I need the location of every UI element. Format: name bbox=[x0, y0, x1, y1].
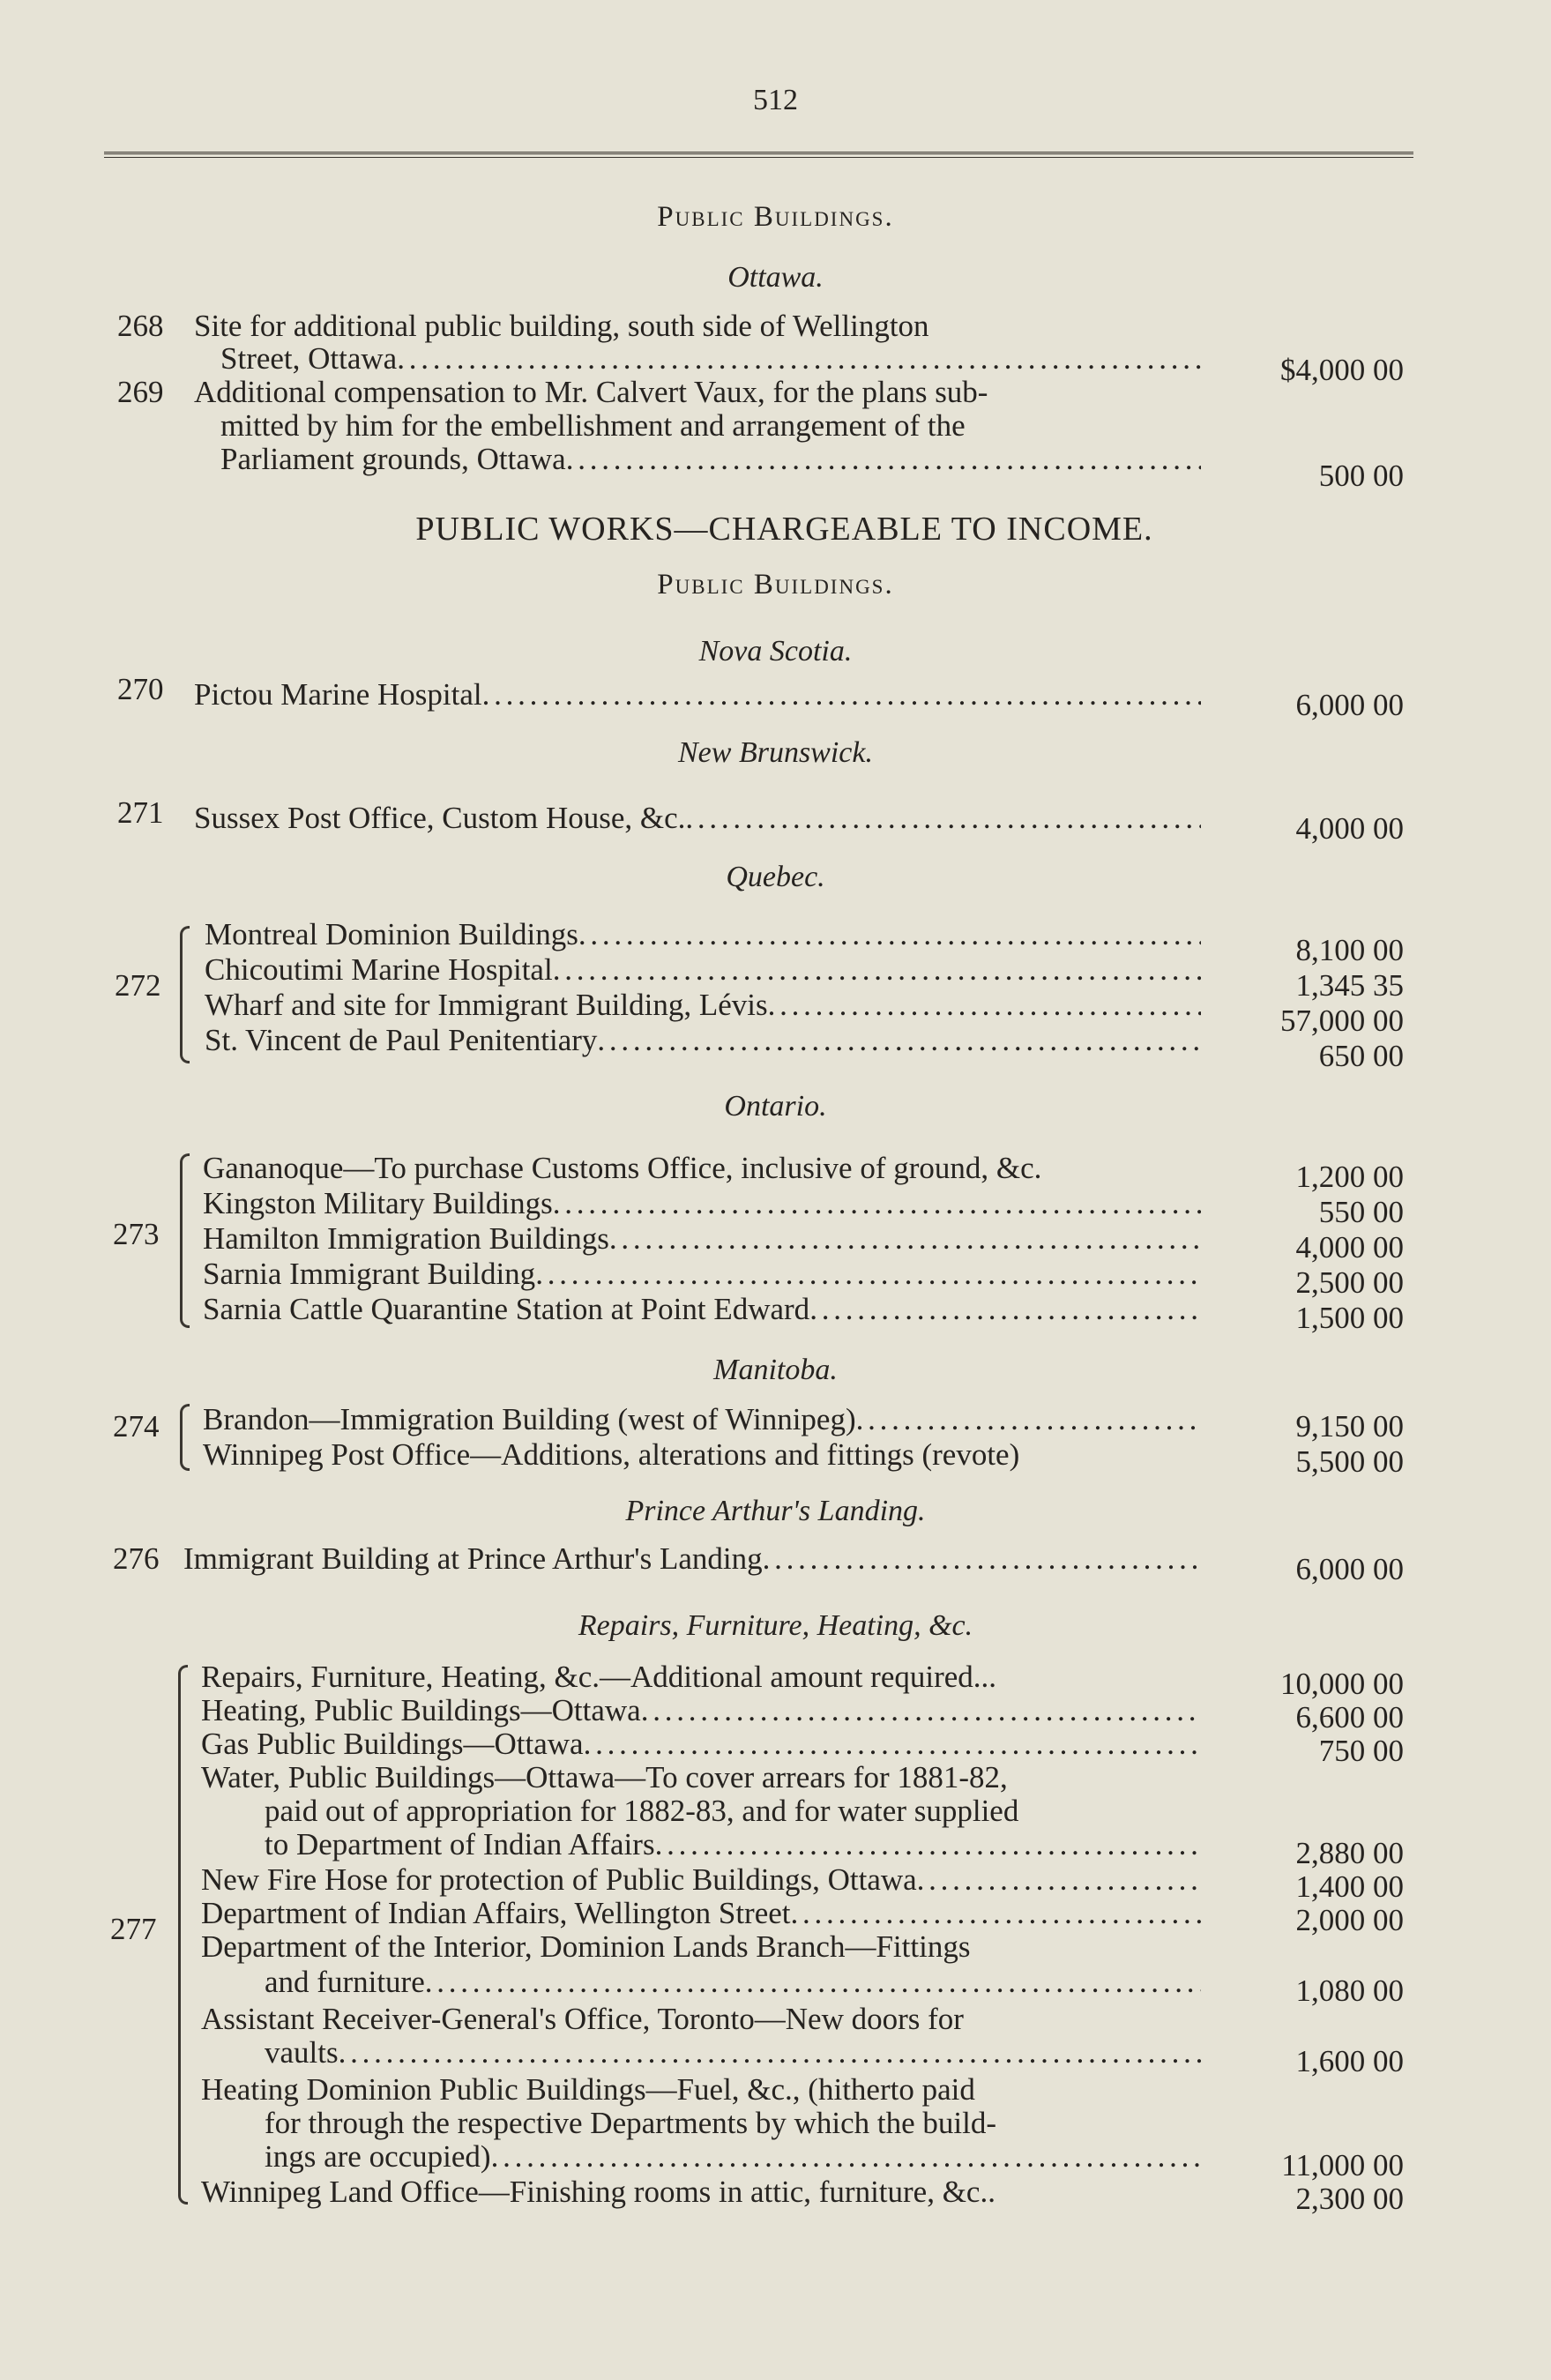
item-amount: 6,000 00 bbox=[1295, 1552, 1404, 1586]
bracket bbox=[180, 1404, 190, 1471]
item-amount: 4,000 00 bbox=[1295, 811, 1404, 846]
region-heading-ontario: Ontario. bbox=[724, 1090, 827, 1123]
item-amount: 1,080 00 bbox=[1295, 1973, 1404, 2008]
item-text-dotted: Street, Ottawa . . . bbox=[220, 341, 1201, 377]
bracket bbox=[180, 926, 190, 1063]
item-text: paid out of appropriation for 1882-83, and for water supplied bbox=[265, 1794, 1019, 1828]
item-text: mitted by him for the embellishment and arrangement of the bbox=[220, 408, 966, 443]
item-text-dotted: Chicoutimi Marine Hospital . . . bbox=[205, 952, 1201, 988]
item-amount: 500 00 bbox=[1318, 459, 1404, 493]
item-text: for through the respective Departments by which the build- bbox=[265, 2106, 997, 2140]
item-text-dotted: Brandon—Immigration Building (west of Winnipeg) . . . bbox=[203, 1402, 1201, 1437]
item-number: 274 bbox=[113, 1409, 160, 1444]
bracket bbox=[180, 1153, 190, 1328]
item-text: Gananoque—To purchase Customs Office, inclusive of ground, &c. bbox=[203, 1151, 1042, 1185]
region-heading-quebec: Quebec. bbox=[726, 861, 825, 893]
item-text-dotted: St. Vincent de Paul Penitentiary . . . bbox=[205, 1023, 1201, 1058]
item-text: Site for additional public building, south side of Wellington bbox=[194, 309, 929, 343]
subheading-public-buildings: Public Buildings. bbox=[657, 569, 894, 601]
item-text-dotted: to Department of Indian Affairs . . . bbox=[265, 1827, 1201, 1862]
item-text: Winnipeg Post Office—Additions, alterations and fittings (revote) bbox=[203, 1437, 1020, 1472]
item-amount: 550 00 bbox=[1318, 1195, 1404, 1229]
item-amount: 2,880 00 bbox=[1295, 1836, 1404, 1870]
item-text-dotted: Sarnia Cattle Quarantine Station at Point Edward . . . bbox=[203, 1292, 1201, 1327]
item-amount: 1,200 00 bbox=[1295, 1160, 1404, 1194]
item-text-dotted: Immigrant Building at Prince Arthur's Landing . . . bbox=[183, 1541, 1201, 1577]
item-amount: 2,300 00 bbox=[1295, 2182, 1404, 2216]
item-text-dotted: Parliament grounds, Ottawa . . . bbox=[220, 442, 1201, 477]
item-text-dotted: Department of Indian Affairs, Wellington Street . . . bbox=[201, 1896, 1201, 1931]
item-amount: 57,000 00 bbox=[1280, 1003, 1404, 1038]
item-text-dotted: Kingston Military Buildings . . . bbox=[203, 1186, 1201, 1221]
item-number: 277 bbox=[110, 1912, 157, 1946]
item-text: Repairs, Furniture, Heating, &c.—Additional amount required... bbox=[201, 1660, 997, 1694]
item-amount: 1,345 35 bbox=[1295, 968, 1404, 1003]
region-heading-nova-scotia: Nova Scotia. bbox=[698, 635, 853, 668]
item-amount: 8,100 00 bbox=[1295, 933, 1404, 967]
item-text-dotted: Montreal Dominion Buildings . . . bbox=[205, 917, 1201, 952]
item-amount: $4,000 00 bbox=[1280, 353, 1404, 387]
item-text-dotted: Sussex Post Office, Custom House, &c. . . . bbox=[194, 801, 1201, 836]
item-text-dotted: Pictou Marine Hospital . . . bbox=[194, 677, 1201, 713]
item-amount: 6,000 00 bbox=[1295, 688, 1404, 722]
item-amount: 1,400 00 bbox=[1295, 1869, 1404, 1904]
region-heading-new-brunswick: New Brunswick. bbox=[678, 736, 873, 769]
item-text: Water, Public Buildings—Ottawa—To cover arrears for 1881-82, bbox=[201, 1760, 1008, 1794]
item-number: 269 bbox=[117, 375, 164, 409]
item-number: 270 bbox=[117, 672, 164, 706]
item-amount: 6,600 00 bbox=[1295, 1700, 1404, 1735]
item-text-dotted: Wharf and site for Immigrant Building, Lévis . . . bbox=[205, 988, 1201, 1023]
item-number: 276 bbox=[113, 1541, 160, 1576]
item-amount: 650 00 bbox=[1318, 1039, 1404, 1073]
item-text: Winnipeg Land Office—Finishing rooms in attic, furniture, &c.. bbox=[201, 2175, 995, 2209]
item-amount: 11,000 00 bbox=[1281, 2148, 1404, 2182]
region-heading-prince-arthurs-landing: Prince Arthur's Landing. bbox=[625, 1495, 926, 1527]
item-text-dotted: vaults . . . bbox=[265, 2035, 1201, 2070]
item-text: Heating Dominion Public Buildings—Fuel, &c., (hitherto paid bbox=[201, 2072, 975, 2107]
item-text-dotted: and furniture . . . bbox=[265, 1965, 1201, 2000]
item-number: 273 bbox=[113, 1217, 160, 1251]
item-number: 272 bbox=[115, 968, 161, 1003]
item-number: 271 bbox=[117, 795, 164, 830]
item-amount: 1,600 00 bbox=[1295, 2044, 1404, 2078]
item-text: Assistant Receiver-General's Office, Toronto—New doors for bbox=[201, 2002, 964, 2036]
item-amount: 1,500 00 bbox=[1295, 1301, 1404, 1335]
item-amount: 5,500 00 bbox=[1295, 1444, 1404, 1479]
bracket bbox=[178, 1665, 188, 2205]
item-text-dotted: Hamilton Immigration Buildings . . . bbox=[203, 1221, 1201, 1257]
page-number: 512 bbox=[753, 84, 798, 116]
item-amount: 2,000 00 bbox=[1295, 1903, 1404, 1937]
item-text: Additional compensation to Mr. Calvert Vaux, for the plans sub- bbox=[194, 375, 988, 409]
item-amount: 9,150 00 bbox=[1295, 1409, 1404, 1444]
item-number: 268 bbox=[117, 309, 164, 343]
item-text-dotted: Heating, Public Buildings—Ottawa . . . bbox=[201, 1693, 1201, 1728]
region-heading-repairs: Repairs, Furniture, Heating, &c. bbox=[578, 1609, 973, 1642]
item-text-dotted: New Fire Hose for protection of Public Buildings, Ottawa . . . bbox=[201, 1862, 1201, 1898]
item-text: Department of the Interior, Dominion Lands Branch—Fittings bbox=[201, 1929, 971, 1964]
item-text-dotted: Gas Public Buildings—Ottawa . . . bbox=[201, 1727, 1201, 1762]
item-amount: 4,000 00 bbox=[1295, 1230, 1404, 1265]
item-amount: 10,000 00 bbox=[1280, 1667, 1404, 1701]
item-text-dotted: ings are occupied) . . . bbox=[265, 2139, 1201, 2175]
header-rule bbox=[104, 152, 1413, 158]
item-amount: 2,500 00 bbox=[1295, 1265, 1404, 1300]
region-heading-manitoba: Manitoba. bbox=[713, 1354, 838, 1386]
section-heading-public-buildings: Public Buildings. bbox=[657, 201, 894, 233]
item-amount: 750 00 bbox=[1318, 1734, 1404, 1768]
item-text-dotted: Sarnia Immigrant Building . . . bbox=[203, 1257, 1201, 1292]
region-heading-ottawa: Ottawa. bbox=[727, 261, 824, 294]
section-heading-public-works: PUBLIC WORKS—CHARGEABLE TO INCOME. bbox=[415, 511, 1153, 548]
